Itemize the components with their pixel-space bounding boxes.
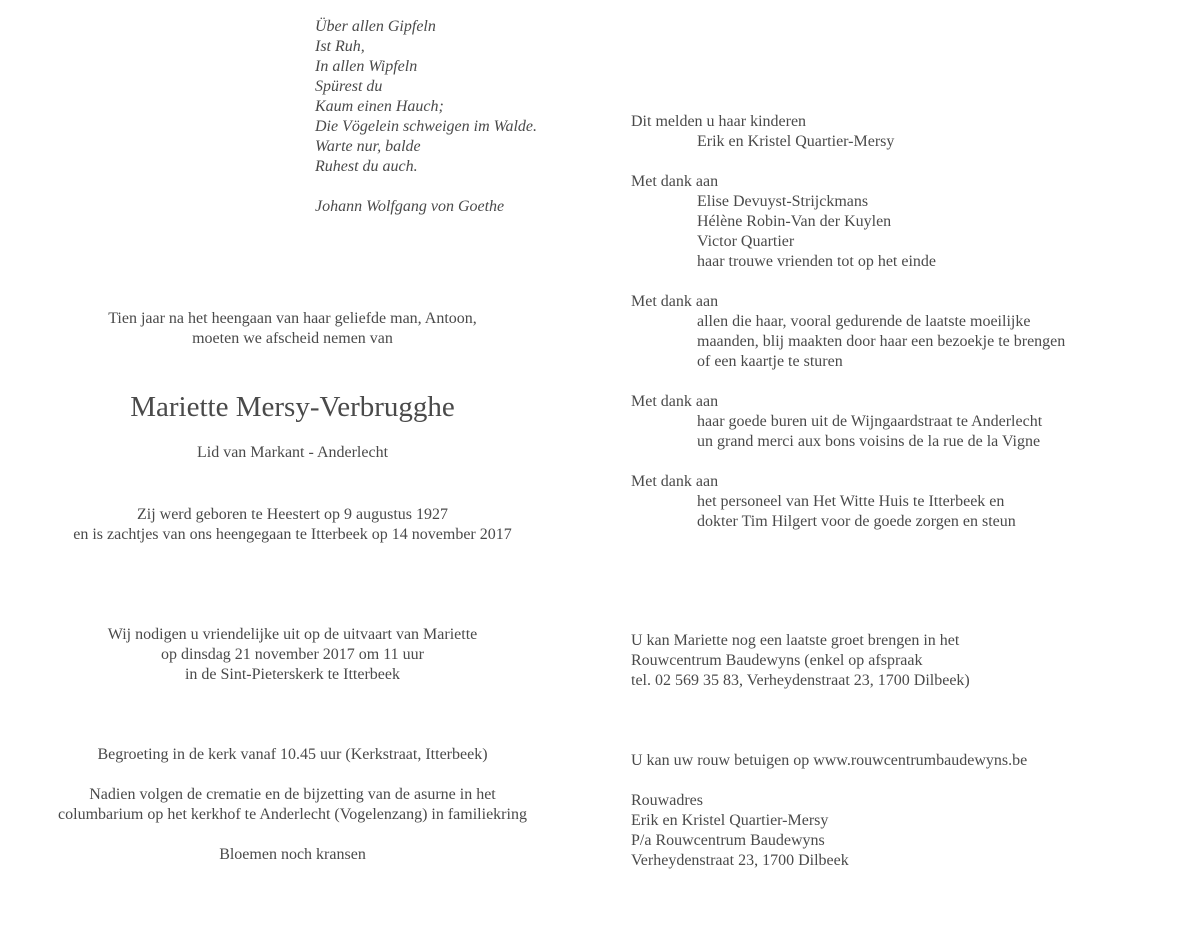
poem-line: In allen Wipfeln	[315, 58, 418, 75]
cremation-line: columbarium op het kerkhof te Anderlecht (Vogelenzang) in familiekring	[58, 806, 527, 823]
group-heading: Met dank aan	[631, 293, 719, 310]
group-line: Erik en Kristel Quartier-Mersy	[697, 133, 895, 150]
group-line: dokter Tim Hilgert voor de goede zorgen en steun	[697, 513, 1016, 530]
funeral-invitation-block	[0, 625, 585, 685]
invitation-line: in de Sint-Pieterskerk te Itterbeek	[184, 666, 401, 683]
intro-line: moeten we afscheid nemen van	[192, 330, 393, 347]
poem-line: Warte nur, balde	[315, 138, 421, 155]
poem-line: Über allen Gipfeln	[315, 18, 436, 35]
group-line: Elise Devuyst-Strijckmans	[697, 193, 869, 210]
life-dates-block	[0, 505, 585, 545]
group-line: Hélène Robin-Van der Kuylen	[697, 213, 892, 230]
group-heading: Met dank aan	[631, 173, 719, 190]
intro-line: Tien jaar na het heengaan van haar geliefde man, Antoon,	[108, 310, 477, 327]
poem-author: Johann Wolfgang von Goethe	[315, 198, 505, 215]
poem-line: Ruhest du auch.	[315, 158, 418, 175]
church-greeting-line: Begroeting in de kerk vanaf 10.45 uur (Kerkstraat, Itterbeek)	[97, 746, 488, 763]
invitation-line: op dinsdag 21 november 2017 om 11 uur	[161, 646, 424, 663]
group-line: Victor Quartier	[697, 233, 795, 250]
children-announcement-group	[631, 112, 1177, 152]
mourning-address-heading: Rouwadres	[631, 792, 703, 809]
group-line: haar goede buren uit de Wijngaardstraat te Anderlecht	[697, 413, 1043, 430]
funeral-home-line: U kan Mariette nog een laatste groet brengen in het	[631, 632, 960, 649]
mourning-address-line: Verheydenstraat 23, 1700 Dilbeek	[631, 852, 849, 869]
online-condolences-line: U kan uw rouw betuigen op www.rouwcentrumbaudewyns.be	[631, 752, 1028, 769]
funeral-home-block	[631, 631, 1177, 691]
group-line: un grand merci aux bons voisins de la rue de la Vigne	[697, 433, 1041, 450]
mourning-address-line: Erik en Kristel Quartier-Mersy	[631, 812, 829, 829]
acknowledgements-block	[631, 112, 1177, 552]
cremation-line: Nadien volgen de crematie en de bijzetting van de asurne in het	[89, 786, 496, 803]
mourning-address-line: P/a Rouwcentrum Baudewyns	[631, 832, 825, 849]
birth-line: Zij werd geboren te Heestert op 9 augustus 1927	[136, 506, 449, 523]
death-line: en is zachtjes van ons heengegaan te Itterbeek op 14 november 2017	[73, 526, 512, 543]
poem-line: Spürest du	[315, 78, 383, 95]
group-line: het personeel van Het Witte Huis te Itterbeek en	[697, 493, 1005, 510]
thanks-group	[631, 172, 1177, 272]
group-line: haar trouwe vrienden tot op het einde	[697, 253, 937, 270]
thanks-group	[631, 292, 1177, 372]
thanks-group	[631, 392, 1177, 452]
membership-line: Lid van Markant - Anderlecht	[196, 444, 389, 461]
group-line: allen die haar, vooral gedurende de laatste moeilijke	[697, 313, 1031, 330]
mourning-address-block	[631, 791, 1177, 871]
no-flowers-line: Bloemen noch kransen	[219, 846, 366, 863]
poem-block	[315, 17, 537, 217]
deceased-name: Mariette Mersy-Verbrugghe	[130, 391, 455, 423]
group-heading: Met dank aan	[631, 393, 719, 410]
poem-line: Ist Ruh,	[315, 38, 365, 55]
group-line: maanden, blij maakten door haar een bezoekje te brengen	[697, 333, 1066, 350]
funeral-home-line: Rouwcentrum Baudewyns (enkel op afspraak	[631, 652, 923, 669]
intro-block	[0, 309, 585, 349]
group-heading: Dit melden u haar kinderen	[631, 113, 807, 130]
poem-line: Kaum einen Hauch;	[315, 98, 444, 115]
thanks-group	[631, 472, 1177, 532]
cremation-block	[0, 785, 585, 825]
group-line: of een kaartje te sturen	[697, 353, 843, 370]
funeral-home-line: tel. 02 569 35 83, Verheydenstraat 23, 1700 Dilbeek)	[631, 672, 970, 689]
group-heading: Met dank aan	[631, 473, 719, 490]
invitation-line: Wij nodigen u vriendelijke uit op de uitvaart van Mariette	[107, 626, 478, 643]
poem-line: Die Vögelein schweigen im Walde.	[315, 118, 538, 135]
